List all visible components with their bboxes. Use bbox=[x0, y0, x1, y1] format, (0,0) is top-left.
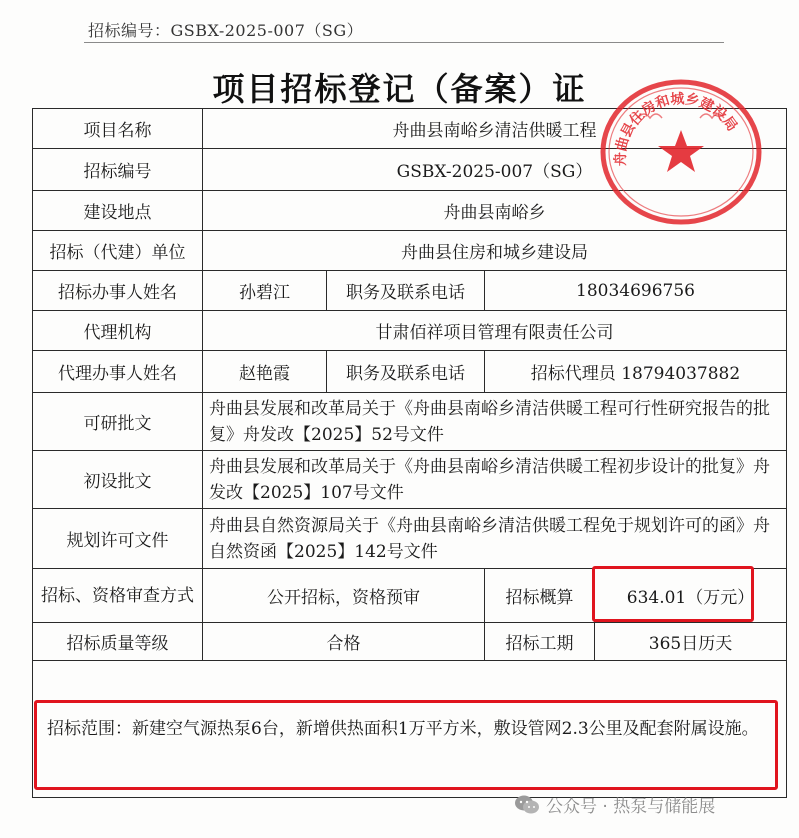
page-title: 项目招标登记（备案）证 bbox=[212, 70, 587, 108]
label-feasibility: 可研批文 bbox=[33, 393, 203, 451]
label-agent-contact: 职务及联系电话 bbox=[327, 351, 485, 393]
official-seal bbox=[596, 78, 766, 226]
label-bidder: 招标（代建）单位 bbox=[33, 231, 203, 271]
row-planning bbox=[33, 509, 787, 569]
value-quality: 合格 bbox=[203, 623, 485, 661]
seal-label: 舟曲县住房和城乡建设局 bbox=[612, 91, 741, 167]
header-divider bbox=[84, 42, 724, 43]
row-handler bbox=[33, 271, 787, 311]
bid-number-heading: 招标编号：GSBX-2025-007（SG） bbox=[88, 21, 364, 40]
value-bid-number: GSBX-2025-007（SG） bbox=[203, 149, 787, 191]
row-agency bbox=[33, 311, 787, 351]
label-period: 招标工期 bbox=[485, 623, 595, 661]
value-method: 公开招标，资格预审 bbox=[203, 569, 485, 623]
label-agency: 代理机构 bbox=[33, 311, 203, 351]
label-method: 招标、资格审查方式 bbox=[33, 569, 203, 623]
watermark bbox=[514, 792, 715, 817]
label-location: 建设地点 bbox=[33, 191, 203, 231]
label-agent-handler: 代理办事人姓名 bbox=[33, 351, 203, 393]
label-preliminary: 初设批文 bbox=[33, 451, 203, 509]
value-period: 365日历天 bbox=[595, 623, 787, 661]
label-planning: 规划许可文件 bbox=[33, 509, 203, 569]
row-quality bbox=[33, 623, 787, 661]
value-planning: 舟曲县自然资源局关于《舟曲县南峪乡清洁供暖工程免于规划许可的函》舟自然资函【2025】142号文件 bbox=[203, 509, 787, 569]
value-agency: 甘肃佰祥项目管理有限责任公司 bbox=[203, 311, 787, 351]
value-project-name: 舟曲县南峪乡清洁供暖工程 bbox=[203, 109, 787, 149]
value-agent-name: 赵艳霞 bbox=[203, 351, 327, 393]
value-preliminary: 舟曲县发展和改革局关于《舟曲县南峪乡清洁供暖工程初步设计的批复》舟发改【2025】107号文件 bbox=[203, 451, 787, 509]
row-method bbox=[33, 569, 787, 623]
label-handler: 招标办事人姓名 bbox=[33, 271, 203, 311]
row-feasibility bbox=[33, 393, 787, 451]
watermark-text: 公众号 · 热泵与储能展 bbox=[546, 797, 716, 817]
row-scope bbox=[33, 661, 787, 798]
label-handler-contact: 职务及联系电话 bbox=[327, 271, 485, 311]
value-bidder: 舟曲县住房和城乡建设局 bbox=[203, 231, 787, 271]
value-location: 舟曲县南峪乡 bbox=[203, 191, 787, 231]
row-agent-handler bbox=[33, 351, 787, 393]
value-handler-contact: 18034696756 bbox=[485, 271, 787, 311]
value-agent-contact: 招标代理员 18794037882 bbox=[485, 351, 787, 393]
scope-cell bbox=[33, 661, 787, 798]
label-quality: 招标质量等级 bbox=[33, 623, 203, 661]
seal-star-icon bbox=[658, 130, 704, 172]
label-project-name: 项目名称 bbox=[33, 109, 203, 149]
value-feasibility: 舟曲县发展和改革局关于《舟曲县南峪乡清洁供暖工程可行性研究报告的批复》舟发改【2025】52号文件 bbox=[203, 393, 787, 451]
label-bid-number: 招标编号 bbox=[33, 149, 203, 191]
value-budget: 634.01（万元） bbox=[595, 569, 787, 623]
label-budget: 招标概算 bbox=[485, 569, 595, 623]
row-preliminary bbox=[33, 451, 787, 509]
wechat-icon bbox=[514, 794, 540, 816]
row-bidder bbox=[33, 231, 787, 271]
value-handler-name: 孙碧江 bbox=[203, 271, 327, 311]
scope-text: 招标范围：新建空气源热泵6台，新增供热面积1万平方米，敷设管网2.3公里及配套附属设施。 bbox=[47, 719, 759, 739]
